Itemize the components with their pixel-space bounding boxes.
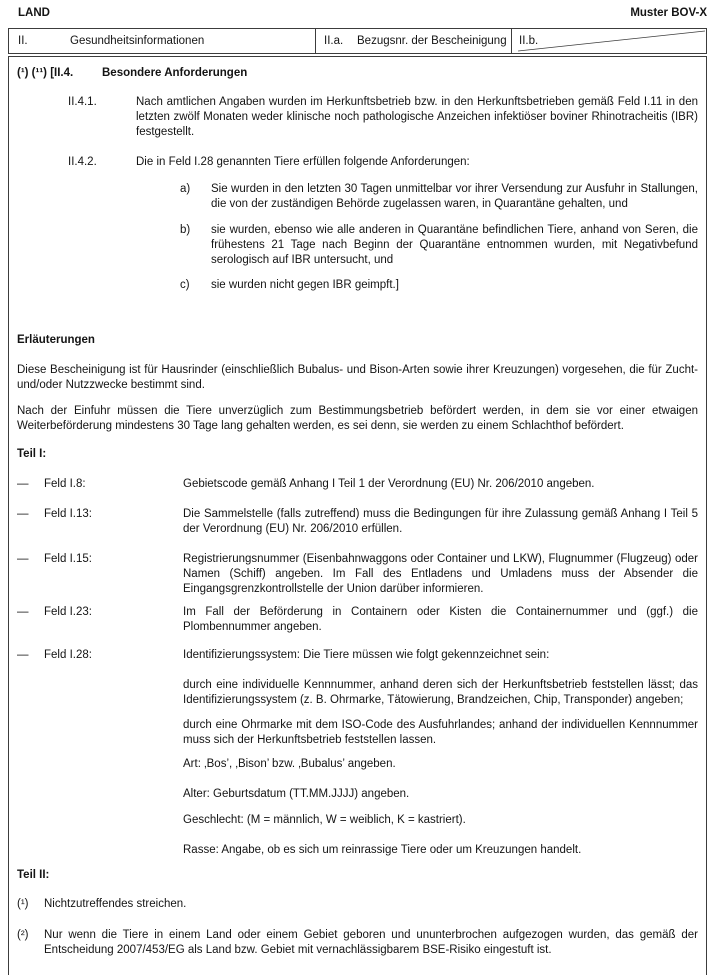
field-label: Feld I.15:: [44, 553, 92, 565]
subclause-letter: a): [180, 183, 191, 195]
document-body: [8, 56, 707, 975]
field28-paragraph: Geschlecht: (M = männlich, W = weiblich, K = kastriert).: [183, 814, 466, 826]
clause-number: II.4.1.: [68, 96, 97, 108]
field28-paragraph: Alter: Geburtsdatum (TT.MM.JJJJ) angeben.: [183, 788, 410, 800]
cell-iib-number: II.b.: [519, 34, 539, 47]
section-ii4-title: Besondere Anforderungen: [102, 67, 248, 79]
field-dash: —: [17, 649, 29, 661]
section-ii4-footnote-prefix: (¹) (¹¹) [II.4.: [17, 67, 74, 79]
field-dash: —: [17, 606, 29, 618]
footnote-row-2: [17, 928, 698, 958]
notes-paragraph: Nach der Einfuhr müssen die Tiere unverzüglich zum Bestimmungsbetrieb befördert werden, in dem sie vor einer etwaigen Weiterbeförderung mindestens 30 Tage lang gehalten werden, es sei denn, sie werden zu einem Schlachthof befördert.: [17, 405, 698, 432]
subclause-text: Sie wurden in den letzten 30 Tagen unmittelbar vor ihrer Versendung zur Ausfuhr in Stallungen, die von der zuständigen Behörde zugelassen waren, in Quarantäne gehalten, und: [211, 183, 698, 210]
teil1-title: Teil I:: [17, 448, 47, 460]
footnote-text: Nur wenn die Tiere in einem Land oder einem Gebiet geboren und ununterbrochen aufgezogen wurden, das gemäß der Entscheidung 2007/453/EG als Land bzw. Gebiet mit vernachlässigbarem BSE-Risiko eingestuft ist.: [44, 929, 698, 956]
clause-row-ii41: [17, 95, 698, 140]
field28-paragraph: durch eine Ohrmarke mit dem ISO-Code des Ausfuhrlandes; anhand der individuellen Kennnummer muss sich der Herkunftsbetrieb feststellen lassen.: [183, 719, 698, 746]
field-row-i23: [17, 605, 698, 635]
section-ii4-heading: [17, 66, 698, 81]
clause-text: Nach amtlichen Angaben wurden im Herkunftsbetrieb bzw. in den Herkunftsbetrieben gemäß Feld I.11 in den letzten zwölf Monaten weder klinische noch pathologische Anzeichen infektiöser boviner Rhinotracheitis (IBR) festgestellt.: [136, 96, 698, 138]
field28-paragraph: durch eine individuelle Kennnummer, anhand deren sich der Herkunftsbetrieb feststellen lässt; das Identifizierungssystem (z. B. Ohrmarke, Tätowierung, Brandzeichen, Chip, Transponder) angeben;: [183, 679, 698, 706]
field-text: Gebietscode gemäß Anhang I Teil 1 der Verordnung (EU) Nr. 206/2010 angeben.: [183, 478, 595, 490]
field-label: Feld I.8:: [44, 478, 86, 490]
field-text: Registrierungsnummer (Eisenbahnwaggons oder Container und LKW), Flugnummer (Flugzeug) oder Namen (Schiff) angeben. Im Fall des Entladens und Umladens muss der Absender die Eingangsgrenzkontrollstelle der Union darüber informieren.: [183, 553, 698, 595]
field28-paragraph: Rasse: Angabe, ob es sich um reinrassige Tiere oder um Kreuzungen handelt.: [183, 844, 582, 856]
field-dash: —: [17, 508, 29, 520]
footnote-marker: (²): [17, 929, 29, 941]
form-code-label: Muster BOV-X: [630, 7, 707, 19]
certificate-header-table: [8, 28, 707, 54]
field28-paragraph: Art: ‚Bos’, ‚Bison’ bzw. ‚Bubalus’ angeben.: [183, 758, 396, 770]
teil2-title: Teil II:: [17, 869, 50, 881]
country-label: LAND: [18, 7, 50, 19]
notes-title: Erläuterungen: [17, 334, 95, 346]
field-text: Identifizierungssystem: Die Tiere müssen wie folgt gekennzeichnet sein:: [183, 649, 550, 661]
field-label: Feld I.23:: [44, 606, 92, 618]
subclause-row-b: [17, 223, 698, 268]
field-dash: —: [17, 478, 29, 490]
cell-reference-number: [316, 29, 512, 53]
field-text: Die Sammelstelle (falls zutreffend) muss die Bedingungen für ihre Zulassung gemäß Anhang I Teil 5 der Verordnung (EU) Nr. 206/2010 erfüllen.: [183, 508, 698, 535]
cell-ii-number: II.: [18, 34, 28, 47]
cell-iia-label: Bezugsnr. der Bescheinigung: [357, 34, 507, 47]
clause-text: Die in Feld I.28 genannten Tiere erfüllen folgende Anforderungen:: [136, 156, 470, 168]
subclause-letter: c): [180, 279, 190, 291]
field-label: Feld I.28:: [44, 649, 92, 661]
field-text: Im Fall der Beförderung in Containern oder Kisten die Containernummer und (ggf.) die Plombennummer angeben.: [183, 606, 698, 633]
cell-iia-number: II.a.: [324, 34, 344, 47]
field-row-i13: [17, 507, 698, 537]
document-header: [0, 0, 715, 21]
subclause-row-a: [17, 182, 698, 212]
cell-ii-label: Gesundheitsinformationen: [70, 34, 205, 47]
field-row-i15: [17, 552, 698, 597]
field-dash: —: [17, 553, 29, 565]
clause-number: II.4.2.: [68, 156, 97, 168]
footnote-marker: (¹): [17, 898, 29, 910]
subclause-letter: b): [180, 224, 191, 236]
field-row-i8: [17, 477, 698, 492]
field-label: Feld I.13:: [44, 508, 92, 520]
footnote-text: Nichtzutreffendes streichen.: [44, 898, 187, 910]
subclause-text: sie wurden nicht gegen IBR geimpft.]: [211, 279, 399, 291]
subclause-row-c: [17, 278, 698, 293]
subclause-text: sie wurden, ebenso wie alle anderen in Quarantäne befindlichen Tiere, anhand von Seren, die frühestens 21 Tage nach Beginn der Quarantäne entnommen wurden, mit Negativbefund serologisch auf IBR untersucht, und: [211, 224, 698, 266]
notes-paragraph: Diese Bescheinigung ist für Hausrinder (einschließlich Bubalus- und Bison-Arten sowie ihrer Kreuzungen) vorgesehen, die für Zucht- und/oder Nutzzwecke bestimmt sind.: [17, 364, 698, 391]
diagonal-strike-line: [512, 29, 706, 53]
cell-health-information: [9, 29, 316, 53]
footnote-row-1: [17, 897, 698, 912]
field-row-i28: [17, 648, 698, 663]
cell-iib: [512, 29, 706, 53]
clause-row-ii42: [17, 155, 698, 170]
